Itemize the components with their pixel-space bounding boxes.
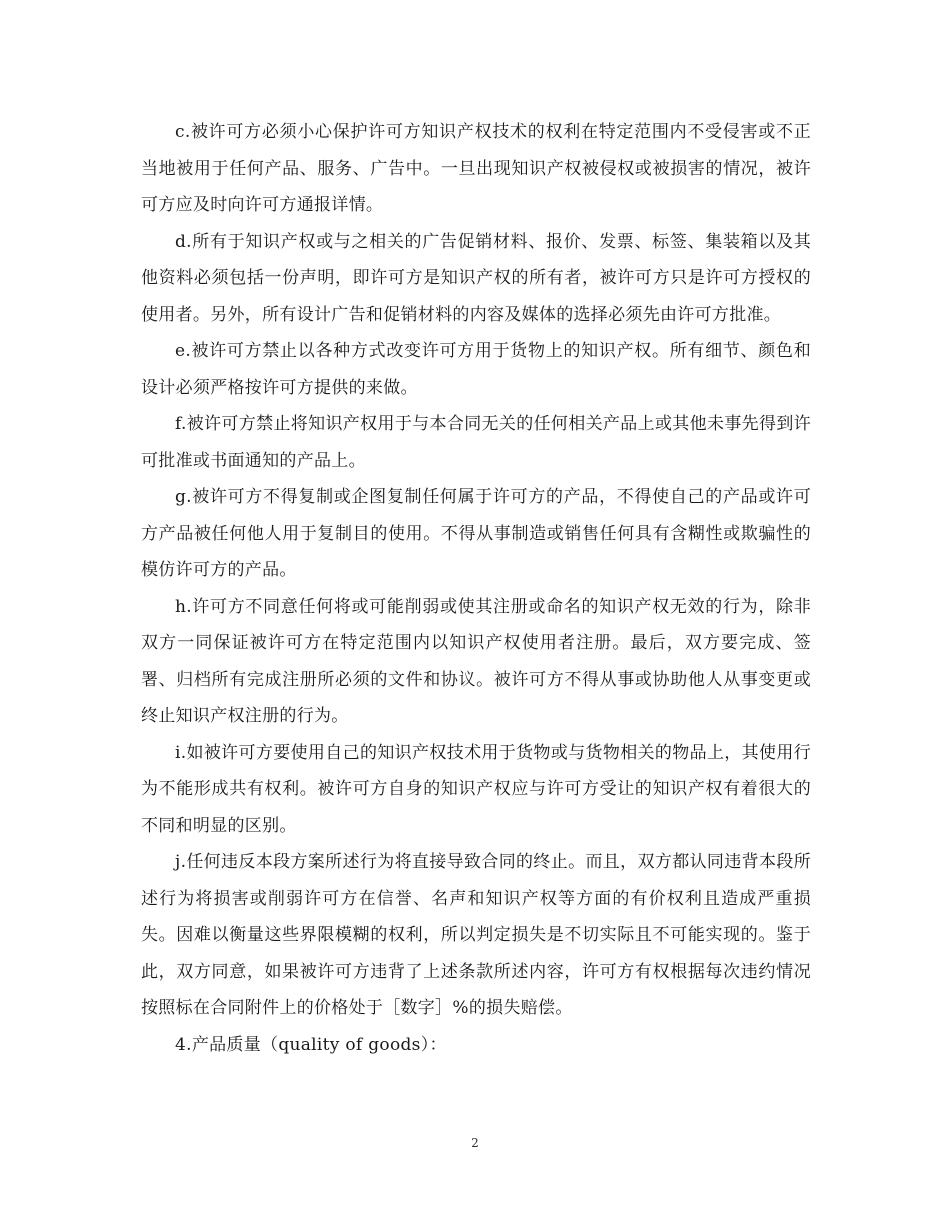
clause-j: j.任何违反本段方案所述行为将直接导致合同的终止。而且，双方都认同违背本段所述行为将损害或削弱许可方在信誉、名声和知识产权等方面的有价权利且造成严重损失。因难以衡量这些界限模糊的权利，所以判定损失是不切实际且不可能实现的。鉴于此，双方同意，如果被许可方违背了上述条款所述内容，许可方有权根据每次违约情况按照标在合同附件上的价格处于［数字］%的损失赔偿。 [141,852,811,1018]
clause-e: e.被许可方禁止以各种方式改变许可方用于货物上的知识产权。所有细节、颜色和设计必须严格按许可方提供的来做。 [141,341,811,398]
section-heading-product-quality: 4.产品质量（quality of goods）： [175,1034,447,1055]
clause-h: h.许可方不同意任何将或可能削弱或使其注册或命名的知识产权无效的行为，除非双方一同保证被许可方在特定范围内以知识产权使用者注册。最后，双方要完成、签署、归档所有完成注册所必须的文件和协议。被许可方不得从事或协助他人从事变更或终止知识产权注册的行为。 [141,596,811,726]
document-body [141,114,811,1063]
clause-f: f.被许可方禁止将知识产权用于与本合同无关的任何相关产品上或其他未事先得到许可批准或书面通知的产品上。 [141,414,811,471]
page-number: 2 [471,1136,479,1150]
clause-c: c.被许可方必须小心保护许可方知识产权技术的权利在特定范围内不受侵害或不正当地被用于任何产品、服务、广告中。一旦出现知识产权被侵权或被损害的情况，被许可方应及时向许可方通报详情。 [141,122,811,215]
clause-d: d.所有于知识产权或与之相关的广告促销材料、报价、发票、标签、集装箱以及其他资料必须包括一份声明，即许可方是知识产权的所有者，被许可方只是许可方授权的使用者。另外，所有设计广告和促销材料的内容及媒体的选择必须先由许可方批准。 [141,231,811,325]
clause-g: g.被许可方不得复制或企图复制任何属于许可方的产品，不得使自己的产品或许可方产品被任何他人用于复制目的使用。不得从事制造或销售任何具有含糊性或欺骗性的模仿许可方的产品。 [141,487,811,580]
clause-i: i.如被许可方要使用自己的知识产权技术用于货物或与货物相关的物品上，其使用行为不能形成共有权利。被许可方自身的知识产权应与许可方受让的知识产权有着很大的不同和明显的区别。 [141,742,811,836]
